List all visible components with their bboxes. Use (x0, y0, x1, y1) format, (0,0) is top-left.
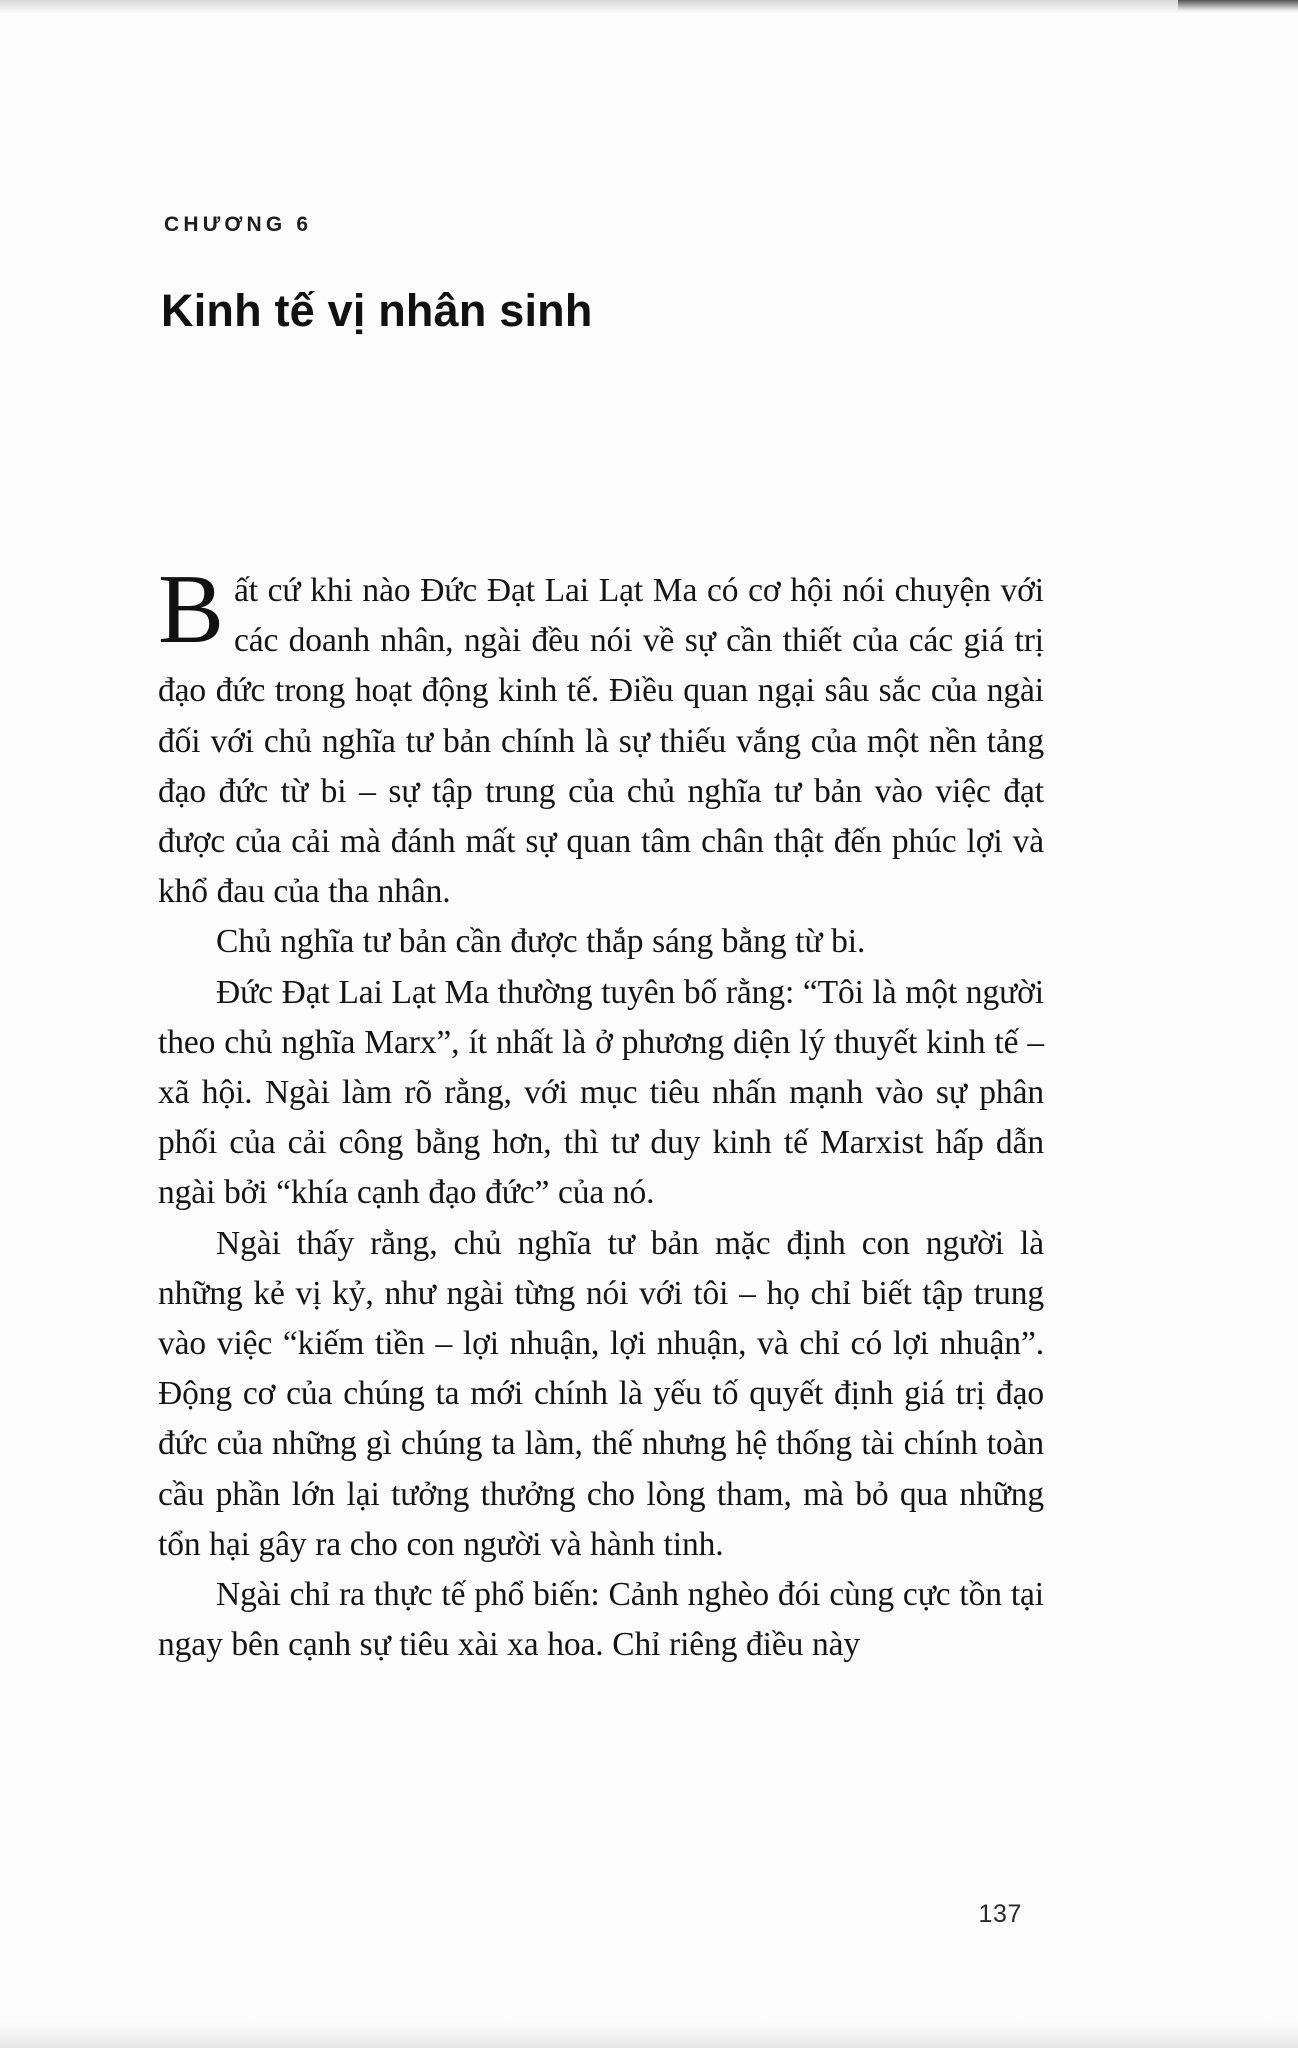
chapter-number-label: CHƯƠNG 6 (164, 213, 313, 236)
drop-cap: B (158, 555, 224, 664)
paragraph-1-text: ất cứ khi nào Đức Đạt Lai Lạt Ma có cơ hội nói chuyện với các doanh nhân, ngài đều nói về sự cần thiết của các giá trị đạo đức trong hoạt động kinh tế. Điều quan ngại sâu sắc của ngài đối với chủ nghĩa tư bản chính là sự thiếu vắng của một nền tảng đạo đức từ bi – sự tập trung của chủ nghĩa tư bản vào việc đạt được của cải mà đánh mất sự quan tâm chân thật đến phúc lợi và khổ đau của tha nhân. (158, 572, 1044, 911)
paragraph-3: Đức Đạt Lai Lạt Ma thường tuyên bố rằng: “Tôi là một người theo chủ nghĩa Marx”, ít nhất là ở phương diện lý thuyết kinh tế – xã hội. Ngài làm rõ rằng, với mục tiêu nhấn mạnh vào sự phân phối của cải công bằng hơn, thì tư duy kinh tế Marxist hấp dẫn ngài bởi “khía cạnh đạo đức” của nó. (158, 973, 1044, 1212)
page-content (158, 0, 1058, 2048)
paragraph-2: Chủ nghĩa tư bản cần được thắp sáng bằng từ bi. (216, 923, 866, 961)
paragraph-5: Ngài chỉ ra thực tế phổ biến: Cảnh nghèo đói cùng cực tồn tại ngay bên cạnh sự tiêu xài xa hoa. Chỉ riêng điều này (158, 1576, 1044, 1664)
page-number: 137 (978, 1900, 1022, 1928)
scan-edge-corner-mark (1178, 0, 1298, 12)
paragraph-1 (158, 555, 1044, 917)
body-text (158, 555, 1044, 1670)
page-title: Kinh tế vị nhân sinh (161, 285, 593, 337)
paragraph-4: Ngài thấy rằng, chủ nghĩa tư bản mặc định con người là những kẻ vị kỷ, như ngài từng nói với tôi – họ chỉ biết tập trung vào việc “kiếm tiền – lợi nhuận, lợi nhuận, và chỉ có lợi nhuận”. Động cơ của chúng ta mới chính là yếu tố quyết định giá trị đạo đức của những gì chúng ta làm, thế nhưng hệ thống tài chính toàn cầu phần lớn lại tưởng thưởng cho lòng tham, mà bỏ qua những tổn hại gây ra cho con người và hành tinh. (158, 1224, 1044, 1563)
